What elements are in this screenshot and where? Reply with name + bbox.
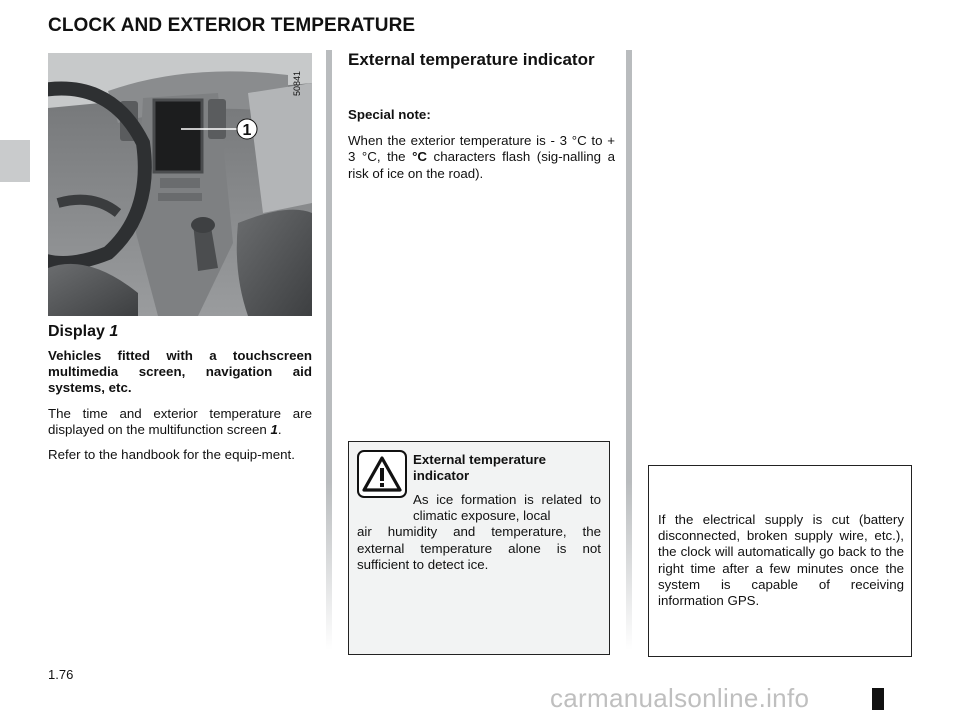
special-note-label: Special note: [348, 107, 431, 122]
time-display-text: The time and exterior temperature are displayed on the multifunction screen [48, 405, 312, 437]
photo-reference-number [289, 58, 303, 98]
special-note-bold: °C [412, 149, 428, 165]
special-note-part1: When the exterior temperature is - 3 °C to + 3 °C, the [348, 133, 615, 165]
warning-text-rest: air humidity and temperature, the external temperature alone is not sufficient to detect ice. [357, 524, 601, 572]
special-note-part2: characters flash (sig-nalling a risk of ice on the road). [348, 149, 615, 181]
column-divider-left [326, 50, 332, 650]
warning-triangle-icon [357, 450, 407, 498]
photo-reference-text: 50841 [292, 70, 302, 96]
watermark: carmanualsonline.info [550, 683, 810, 713]
display-heading [48, 323, 118, 341]
warning-title: External temperature indicator [413, 452, 547, 483]
vehicles-note: Vehicles fitted with a touchscreen multimedia screen, navigation aid systems, etc. [48, 348, 312, 396]
warning-text [357, 492, 601, 573]
page-corner-mark [872, 688, 884, 710]
time-display-ref: 1 [270, 421, 278, 437]
display-heading-text: Display [48, 323, 105, 340]
page-title: CLOCK AND EXTERIOR TEMPERATURE [48, 15, 416, 36]
special-note-paragraph [348, 133, 615, 182]
display-heading-number: 1 [109, 323, 119, 340]
external-temperature-heading: External temperature indicator [348, 50, 595, 69]
handbook-reference: Refer to the handbook for the equip-ment. [48, 447, 295, 463]
warning-text-indent: As ice formation is related to climatic exposure, local [413, 492, 601, 524]
info-box-text: If the electrical supply is cut (battery disconnected, broken supply wire, etc.), the clock will automatically go back to the right time after a few minutes once the system is capable of receiving information GPS. [658, 512, 904, 609]
column-divider-right [626, 50, 632, 650]
dashboard-photo [48, 53, 312, 316]
time-display-paragraph [48, 406, 312, 438]
left-column-body [48, 348, 312, 472]
section-tab [0, 140, 30, 182]
photo-callout-1: 1 [242, 122, 252, 139]
page-number: 1.76 [48, 667, 74, 682]
middle-column-body [348, 107, 615, 192]
time-display-end: . [277, 421, 282, 437]
